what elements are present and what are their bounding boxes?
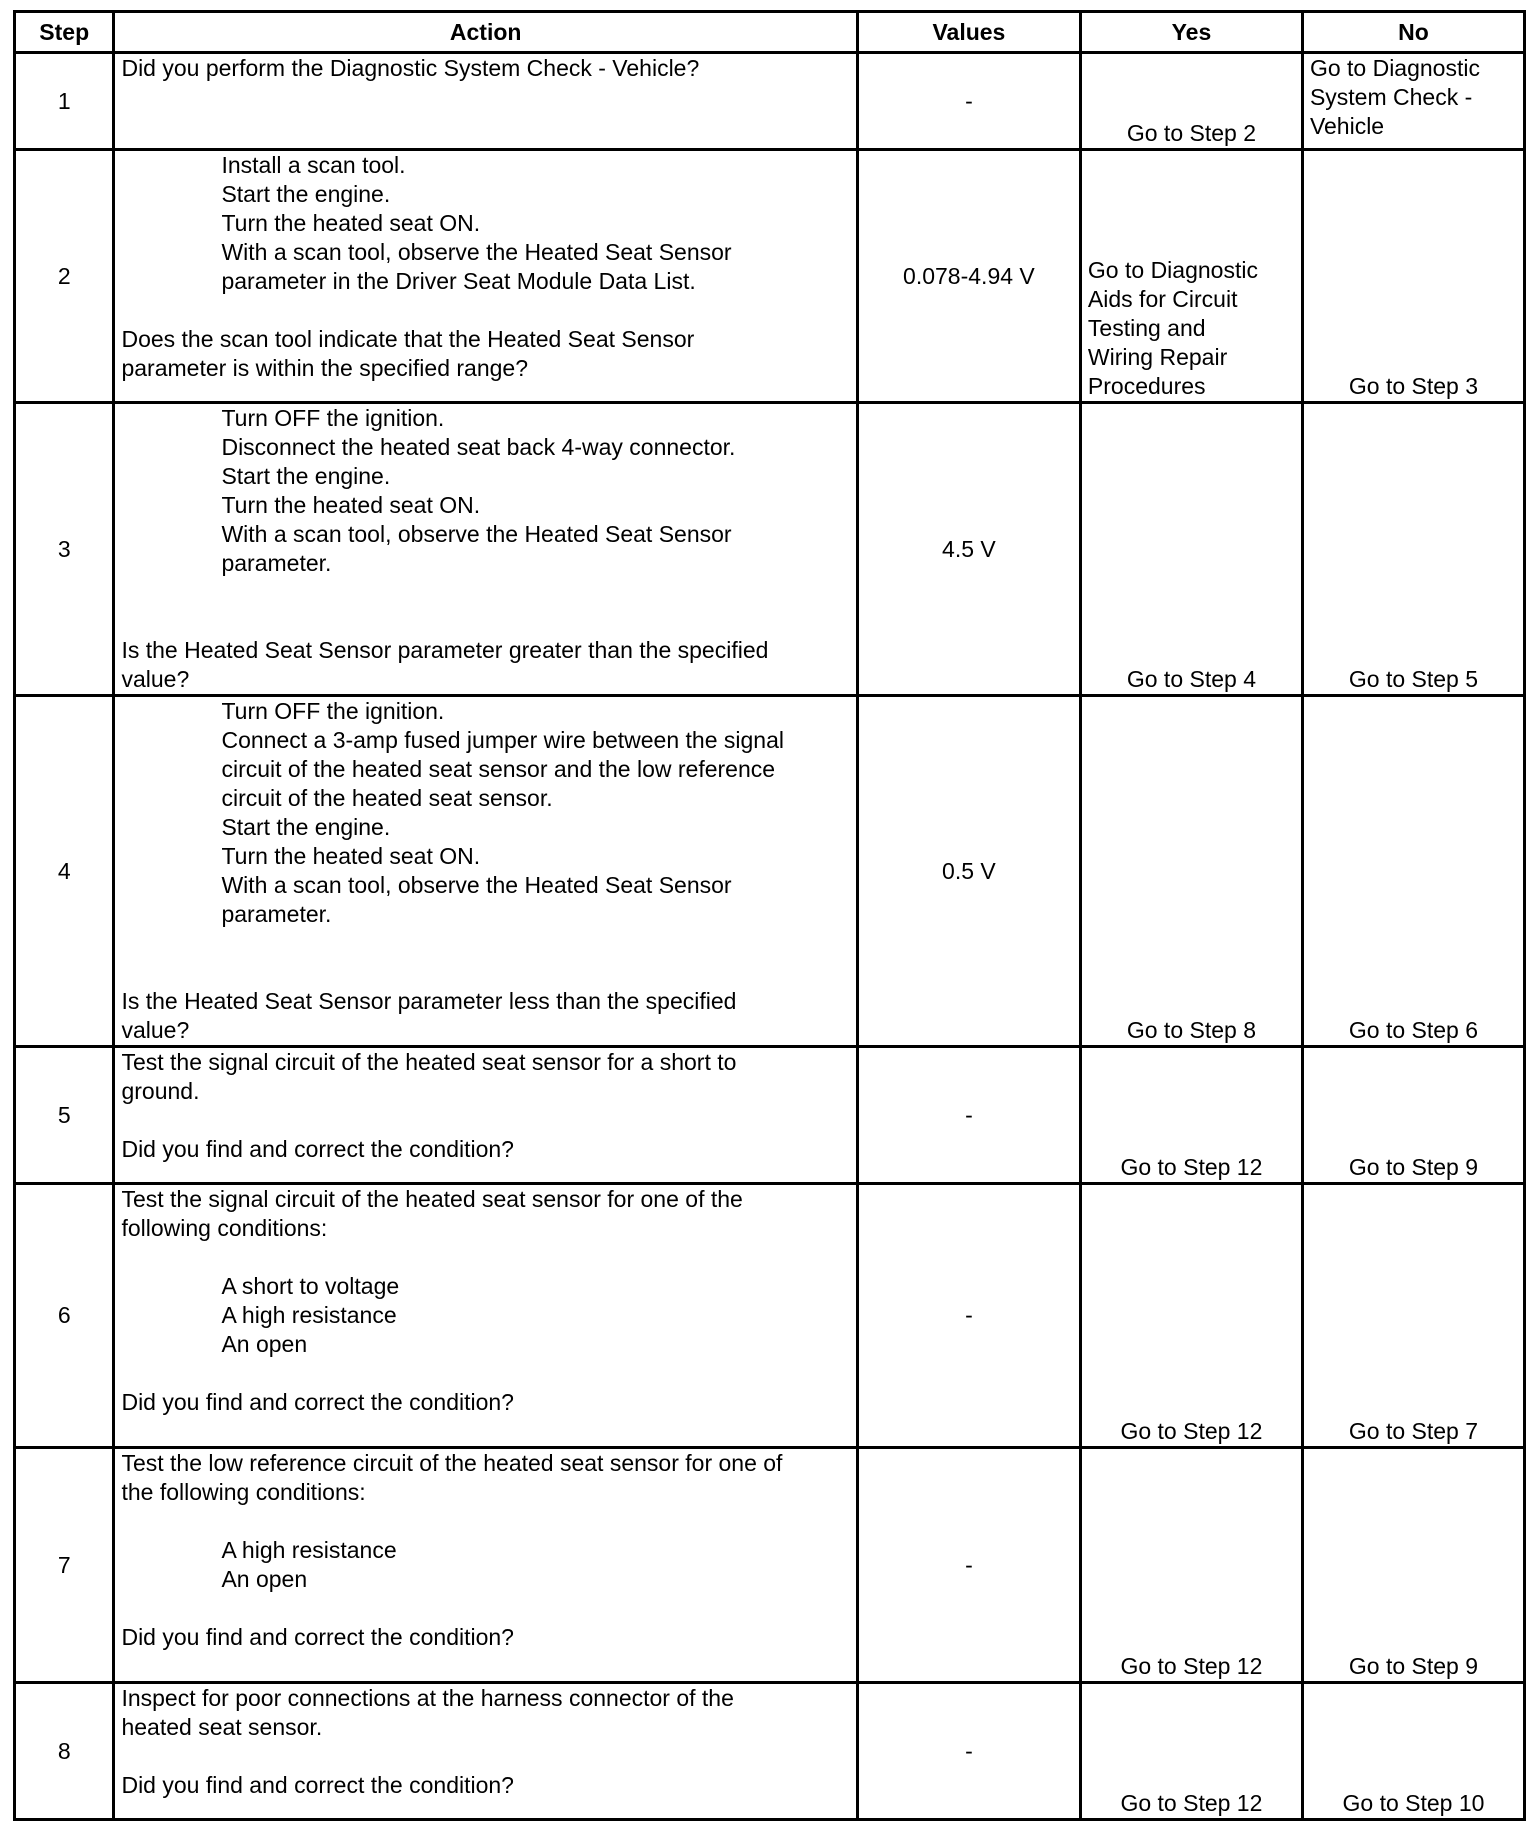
table-row-step-4	[15, 696, 1525, 1047]
yes-cell: Go to Step 12	[1080, 1683, 1302, 1820]
action-intro: ground.	[121, 1078, 200, 1104]
action-question: parameter is within the specified range?	[121, 355, 529, 381]
instruction-line: Turn OFF the ignition.	[221, 405, 445, 431]
instruction-line: Start the engine.	[221, 181, 391, 207]
instruction-line: Turn OFF the ignition.	[221, 698, 445, 724]
no-cell: Go to Step 9	[1302, 1448, 1524, 1683]
action-intro: Test the signal circuit of the heated seat sensor for one of the	[121, 1186, 743, 1212]
action-intro: Test the low reference circuit of the heated seat sensor for one of	[121, 1450, 783, 1476]
action-question: value?	[121, 1017, 190, 1043]
action-cell	[114, 53, 857, 150]
instruction-line: Turn the heated seat ON.	[221, 492, 481, 518]
action-cell	[114, 150, 857, 403]
action-cell	[114, 1683, 857, 1820]
instruction-line: Start the engine.	[221, 814, 391, 840]
table-row-step-8	[15, 1683, 1525, 1820]
condition-item: A high resistance	[221, 1302, 397, 1328]
value-cell: -	[857, 1683, 1080, 1820]
value-cell: -	[857, 1448, 1080, 1683]
yes-cell: Go to Step 12	[1080, 1184, 1302, 1448]
step-number: 1	[15, 53, 114, 150]
no-line: System Check -	[1309, 84, 1473, 110]
header-action: Action	[114, 12, 857, 53]
condition-item: A short to voltage	[221, 1273, 400, 1299]
table-row-step-6	[15, 1184, 1525, 1448]
diagnostic-table	[13, 10, 1526, 1821]
instruction-line: Connect a 3-amp fused jumper wire between the signal	[221, 727, 784, 753]
action-question: Did you find and correct the condition?	[121, 1389, 514, 1415]
value-cell: 0.078-4.94 V	[857, 150, 1080, 403]
header-values: Values	[857, 12, 1080, 53]
header-step: Step	[15, 12, 114, 53]
action-question: Did you perform the Diagnostic System Check - Vehicle?	[121, 55, 700, 81]
instruction-line: parameter in the Driver Seat Module Data List.	[221, 268, 696, 294]
action-cell	[114, 403, 857, 696]
no-cell: Go to Step 3	[1302, 150, 1524, 403]
no-line: Vehicle	[1309, 113, 1385, 139]
action-intro: Test the signal circuit of the heated seat sensor for a short to	[121, 1049, 737, 1075]
instruction-line: Start the engine.	[221, 463, 391, 489]
value-cell: 0.5 V	[857, 696, 1080, 1047]
yes-cell: Go to Step 4	[1080, 403, 1302, 696]
no-cell: Go to Step 5	[1302, 403, 1524, 696]
no-cell	[1302, 53, 1524, 150]
action-intro: the following conditions:	[121, 1479, 366, 1505]
action-cell	[114, 696, 857, 1047]
yes-line: Wiring Repair	[1087, 344, 1228, 370]
step-number: 7	[15, 1448, 114, 1683]
action-question: value?	[121, 666, 190, 692]
action-cell	[114, 1184, 857, 1448]
condition-item: An open	[221, 1566, 308, 1592]
action-intro: Inspect for poor connections at the harness connector of the	[121, 1685, 734, 1711]
table-row-step-2	[15, 150, 1525, 403]
action-cell	[114, 1047, 857, 1184]
yes-cell: Go to Step 12	[1080, 1448, 1302, 1683]
instruction-line: Disconnect the heated seat back 4-way connector.	[221, 434, 736, 460]
table-row-step-3	[15, 403, 1525, 696]
instruction-line: Install a scan tool.	[221, 152, 406, 178]
value-cell: -	[857, 1184, 1080, 1448]
instruction-line: Turn the heated seat ON.	[221, 843, 481, 869]
action-intro: heated seat sensor.	[121, 1714, 323, 1740]
step-number: 2	[15, 150, 114, 403]
action-question: Did you find and correct the condition?	[121, 1136, 514, 1162]
step-number: 3	[15, 403, 114, 696]
header-yes: Yes	[1080, 12, 1302, 53]
action-question: Is the Heated Seat Sensor parameter less than the specified	[121, 988, 737, 1014]
table-row-step-1	[15, 53, 1525, 150]
yes-line: Procedures	[1087, 373, 1206, 399]
table-row-step-7	[15, 1448, 1525, 1683]
yes-cell: Go to Step 2	[1080, 53, 1302, 150]
no-cell: Go to Step 9	[1302, 1047, 1524, 1184]
step-number: 4	[15, 696, 114, 1047]
yes-cell: Go to Step 12	[1080, 1047, 1302, 1184]
instruction-line: circuit of the heated seat sensor.	[221, 785, 553, 811]
instruction-line: Turn the heated seat ON.	[221, 210, 481, 236]
yes-line: Go to Diagnostic	[1087, 257, 1258, 283]
no-cell: Go to Step 7	[1302, 1184, 1524, 1448]
yes-line: Aids for Circuit	[1087, 286, 1238, 312]
value-cell: 4.5 V	[857, 403, 1080, 696]
instruction-line: parameter.	[221, 901, 332, 927]
yes-cell	[1080, 150, 1302, 403]
action-intro: following conditions:	[121, 1215, 328, 1241]
value-cell: -	[857, 1047, 1080, 1184]
instruction-line: parameter.	[221, 550, 332, 576]
instruction-line: With a scan tool, observe the Heated Seat Sensor	[221, 239, 732, 265]
action-question: Does the scan tool indicate that the Heated Seat Sensor	[121, 326, 695, 352]
condition-item: An open	[221, 1331, 308, 1357]
condition-item: A high resistance	[221, 1537, 397, 1563]
action-cell	[114, 1448, 857, 1683]
no-cell: Go to Step 6	[1302, 696, 1524, 1047]
table-row-step-5	[15, 1047, 1525, 1184]
action-question: Is the Heated Seat Sensor parameter greater than the specified	[121, 637, 769, 663]
step-number: 8	[15, 1683, 114, 1820]
instruction-line: circuit of the heated seat sensor and the low reference	[221, 756, 776, 782]
header-row	[15, 12, 1525, 53]
instruction-line: With a scan tool, observe the Heated Seat Sensor	[221, 872, 732, 898]
header-no: No	[1302, 12, 1524, 53]
yes-cell: Go to Step 8	[1080, 696, 1302, 1047]
step-number: 5	[15, 1047, 114, 1184]
instruction-line: With a scan tool, observe the Heated Seat Sensor	[221, 521, 732, 547]
step-number: 6	[15, 1184, 114, 1448]
yes-line: Testing and	[1087, 315, 1206, 341]
no-line: Go to Diagnostic	[1309, 55, 1480, 81]
no-cell: Go to Step 10	[1302, 1683, 1524, 1820]
action-question: Did you find and correct the condition?	[121, 1624, 514, 1650]
value-cell: -	[857, 53, 1080, 150]
action-question: Did you find and correct the condition?	[121, 1772, 514, 1798]
